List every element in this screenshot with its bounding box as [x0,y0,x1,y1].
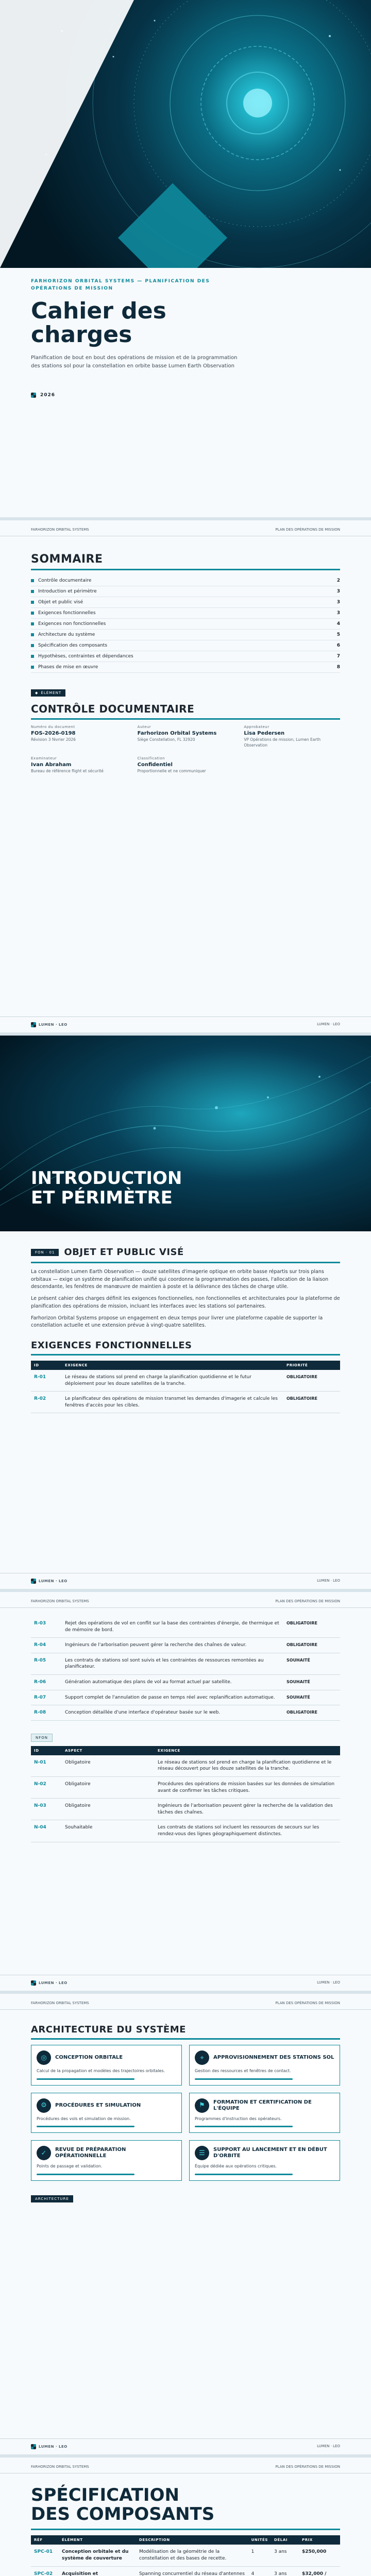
comp-price: $250,000 [299,2545,340,2566]
toc-bullet-icon [31,622,34,625]
comp-desc: Modélisation de la géométrie de la constellation et des bases de recette. [136,2545,248,2566]
toc-bullet-icon [31,590,34,593]
req-id: R-04 [31,1638,62,1653]
logo-mark-icon [31,393,36,398]
section-bar [31,1354,340,1355]
comp-units: 4 [248,2566,271,2576]
table-row [31,1776,340,1798]
architecture-page [0,1994,371,2458]
toc-item-page: 6 [336,643,340,648]
toc-bullet-icon [31,655,34,658]
doc-field-value: Ivan Abraham [31,762,72,768]
requirements-page [0,1592,371,1994]
comp-item: Conception orbitale et du système de couverture [59,2545,136,2566]
feature-icon: ◎ [37,2050,51,2065]
doc-field-sub: Révision 3 février 2026 [31,737,76,742]
func-req-title: EXIGENCES FONCTIONNELLES [31,1340,192,1351]
req-text: Le réseau de stations sol prend en charge la planification quotidienne et le futur déploiement pour les douze satellites de la tranche. [62,1370,283,1392]
req-id: R-05 [31,1653,62,1674]
nf-aspect: Obligatoire [62,1776,155,1798]
req-id: R-07 [31,1690,62,1705]
toc-item-label: Exigences non fonctionnelles [38,621,106,626]
req-text: Les contrats de stations sol sont suivis et les contraintes de ressources remontées au planificateur. [62,1653,283,1674]
cover-title: Cahier des charges [31,298,166,348]
cover-page [0,0,371,520]
req-priority: OBLIGATOIRE [283,1616,340,1638]
comp-delay: 3 ans [271,2566,299,2576]
toc-bullet-icon [31,612,34,615]
doc-field-sub: Proportionnelle et ne communiquer [137,769,206,773]
cover-badge: 2026 [40,393,56,398]
feature-title: CONCEPTION ORBITALE [55,2055,123,2060]
req-id: R-01 [31,1370,62,1392]
doc-field-value: Confidentiel [137,762,173,768]
doc-field-label: Approbateur [244,725,269,729]
components-page [0,2458,371,2576]
purpose-title: OBJET ET PUBLIC VISÉ [64,1247,184,1258]
doc-field-sub: Siège Constellation, FL 32920 [137,737,195,742]
feature-card [189,2093,340,2133]
doc-field-sub: Bureau de référence flight et sécurité [31,769,104,773]
toc-item-page: 2 [336,578,340,583]
comp-item: Acquisition et [59,2566,136,2576]
toc-item-page: 3 [336,589,340,594]
doc-control-title: CONTRÔLE DOCUMENTAIRE [31,703,195,715]
func-req-table: ID EXIGENCE PRIORITÉ R-01 Le réseau de stations sol prend en charge la planification quotidienne et le futur déploiement pour les douze satellites de la tranche. OBLIGATOIRE R-02 Le planificateur des opérations de mission transmet les demandes d'imagerie et calcule les fenêtres d'accès pour les cibles. OBLIGATOIRE [31,1361,340,1413]
nonfunc-chip: NFON [31,1734,53,1742]
arch-title: ARCHITECTURE DU SYSTÈME [31,2024,186,2035]
func-req-table-cont [31,1616,340,1721]
toc-list [31,575,340,673]
logo-mark-icon [31,1579,36,1584]
running-footer: LUMEN · LEO LUMEN · LEO [0,1016,371,1032]
section-bar [31,569,340,570]
req-text: Ingénieurs de l'arborisation peuvent gérer la recherche des chaînes de valeur. [62,1638,283,1653]
req-priority: SOUHAITÉ [283,1653,340,1674]
comp-ref: SPC-02 [31,2566,59,2576]
doc-field-label: Auteur [137,725,151,729]
feature-title: REVUE DE PRÉPARATION OPÉRATIONNELLE [55,2147,126,2159]
feature-icon: ✓ [37,2146,51,2160]
components-title: SPÉCIFICATION DES COMPOSANTS [31,2485,215,2524]
arch-chip: ARCHITECTURE [31,2195,73,2202]
toc-bullet-icon [31,633,34,636]
intro-page [0,1036,371,1592]
doc-field-label: Numéro du document [31,725,75,729]
nf-aspect: Obligatoire [62,1799,155,1820]
toc-item[interactable] [31,575,340,586]
toc-bullet-icon [31,644,34,647]
toc-item-page: 7 [336,654,340,659]
doc-field-label: Classification [137,756,165,760]
toc-item-label: Contrôle documentaire [38,578,92,583]
doc-field [138,725,234,748]
req-id: R-06 [31,1674,62,1690]
toc-item[interactable] [31,619,340,630]
req-priority: SOUHAITÉ [283,1674,340,1690]
nf-text: Les contrats de stations sol incluent les ressources de secours sur les rendez-vous des lignes géographiquement distinctes. [155,1820,340,1842]
req-priority: OBLIGATOIRE [283,1705,340,1721]
nf-id: N-02 [31,1776,62,1798]
feature-icon: ☰ [195,2146,209,2160]
logo-mark-icon [31,1980,36,1986]
toc-item-page: 8 [336,665,340,670]
nf-id: N-03 [31,1799,62,1820]
req-priority: SOUHAITÉ [283,1690,340,1705]
comp-units: 1 [248,2545,271,2566]
nf-text: Le réseau de stations sol prend en charge la planification quotidienne et le réseau découvert pour les douze satellites de la tranche. [155,1755,340,1777]
req-priority: OBLIGATOIRE [283,1392,340,1413]
table-row [31,2545,340,2566]
table-row [31,2566,340,2576]
req-priority: OBLIGATOIRE [283,1370,340,1392]
feature-text: Calcul de la propagation et modèles des trajectoires orbitales. [37,2069,165,2073]
req-id: R-03 [31,1616,62,1638]
accent-line [37,2126,134,2127]
cover-kicker: FARHORIZON ORBITAL SYSTEMS — PLANIFICATION DES OPÉRATIONS DE MISSION [31,279,210,291]
table-row [31,1705,340,1721]
toc-item[interactable] [31,608,340,619]
toc-item-page: 3 [336,600,340,605]
doc-control-chip: ◆ ÉLÉMENT [31,689,65,697]
comp-desc: Spanning concurrentiel du réseau d'antennes [136,2566,248,2576]
feature-text: Programmes d'instruction des opérateurs. [195,2116,282,2121]
req-id: R-02 [31,1392,62,1413]
req-id: R-08 [31,1705,62,1721]
accent-line [195,2126,293,2127]
doc-field-value: FOS-2026-0198 [31,731,76,736]
purpose-chip: FON · 01 [31,1249,59,1256]
nf-id: N-01 [31,1755,62,1777]
table-row [31,1653,340,1674]
toc-item-page: 3 [336,611,340,616]
feature-card [189,2045,340,2086]
req-text: Rejet des opérations de vol en conflit sur la base des contraintes d'énergie, de thermique et de mémoire de bord. [62,1616,283,1638]
feature-card [189,2140,340,2181]
toc-item[interactable] [31,651,340,662]
feature-title: FORMATION ET CERTIFICATION DE L'ÉQUIPE [213,2099,312,2111]
doc-field-label: Examinateur [31,756,57,760]
req-text: Le planificateur des opérations de mission transmet les demandes d'imagerie et calcule les fenêtres d'accès pour les cibles. [62,1392,283,1413]
running-header: FARHORIZON ORBITAL SYSTEMS PLAN DES OPÉRATIONS DE MISSION [0,520,371,536]
accent-line [195,2174,293,2175]
section-bar [31,2529,340,2530]
toc-item[interactable] [31,640,340,651]
section-bar [31,2038,340,2040]
toc-item-label: Phases de mise en œuvre [38,665,98,670]
table-row [31,1392,340,1413]
toc-item[interactable] [31,662,340,673]
logo-mark-icon [31,1022,36,1027]
doc-field-value: Farhorizon Orbital Systems [137,731,217,736]
nf-aspect: Obligatoire [62,1755,155,1777]
toc-item-label: Hypothèses, contraintes et dépendances [38,654,133,659]
table-row [31,1799,340,1820]
accent-line [195,2078,293,2080]
feature-title: APPROVISIONNEMENT DES STATIONS SOL [213,2055,334,2060]
req-text: Génération automatique des plans de vol au format actuel par satellite. [62,1674,283,1690]
feature-text: Procédures des vols et simulation de mission. [37,2116,131,2121]
feature-text: Gestion des ressources et fenêtres de contact. [195,2069,291,2073]
cover-hero-image [0,0,371,268]
doc-control-grid [31,725,340,774]
toc-item-label: Introduction et périmètre [38,589,97,594]
section-bar [31,1262,340,1263]
toc-item[interactable] [31,597,340,608]
feature-icon: ⌖ [195,2050,209,2065]
accent-line [37,2078,134,2080]
arch-card-grid [31,2045,340,2181]
intro-hero-image [0,1036,371,1231]
feature-card [31,2140,182,2181]
toc-item[interactable] [31,630,340,640]
components-table: RÉF ÉLÉMENT DESCRIPTION UNITÉS DÉLAI PRIX SPC-01 Conception orbitale et du système de couverture Modélisation de la géométrie de la constellation et des bases de recette. 1 3 ans $250,000 SPC-02 Acquisition et Spanning concurrentiel du réseau d'antennes 4 3 ans $32,000 / [31,2535,340,2576]
intro-paragraph: Le présent cahier des charges définit les exigences fonctionnelles, non fonctionnelles et architecturales pour la plateforme de planification des opérations de mission, incluant les interfaces avec les stations sol partenaires. [31,1296,340,1309]
feature-title: SUPPORT AU LANCEMENT ET EN DÉBUT D'ORBITE [213,2147,327,2159]
nf-aspect: Souhaitable [62,1820,155,1842]
toc-item-label: Spécification des composants [38,643,108,648]
toc-item-page: 4 [336,621,340,626]
toc-item-label: Architecture du système [38,632,95,637]
comp-price: $32,000 / [299,2566,340,2576]
toc-bullet-icon [31,666,34,669]
doc-field [31,725,127,748]
doc-field [31,756,127,774]
table-row [31,1690,340,1705]
doc-field-value: Lisa Pedersen [244,731,285,736]
table-row [31,1638,340,1653]
section-bar [31,718,340,720]
comp-ref: SPC-01 [31,2545,59,2566]
feature-text: Équipe dédiée aux opérations critiques. [195,2164,277,2169]
nf-text: Procédures des opérations de mission basées sur les données de simulation avant de confirmer les tâches critiques. [155,1776,340,1798]
toc-item-label: Objet et public visé [38,600,83,605]
comp-delay: 3 ans [271,2545,299,2566]
feature-icon: ⚙ [37,2098,51,2113]
running-footer: LUMEN · LEO LUMEN · LEO [0,1975,371,1991]
running-header: FARHORIZON ORBITAL SYSTEMS PLAN DES OPÉRATIONS DE MISSION [0,1592,371,1608]
accent-line [37,2174,134,2175]
toc-bullet-icon [31,601,34,604]
nf-text: Ingénieurs de l'arborisation peuvent gérer la recherche de la validation des tâches des chaînes. [155,1799,340,1820]
nonfunc-table: ID ASPECT EXIGENCE N-01 Obligatoire Le réseau de stations sol prend en charge la planification quotidienne et le réseau découvert pour les douze satellites de la tranche. N-02 Obligatoire Procédures des opérations de mission basées sur les données de simulation avant de confirmer les tâches critiques. N-03 Obligatoire Ingénieurs de l'arborisation peuvent gérer la recherche de la validation des tâches des chaînes. N-04 Souhaitable Les contrats de stations sol incluent les ressources de secours sur les rendez-vous des lignes géographiquement distinctes. [31,1746,340,1842]
cover-subtitle: Planification de bout en bout des opérations de mission et de la programmation des stations sol pour la constellation en orbite basse Lumen Earth Observation [31,355,238,369]
running-header: FARHORIZON ORBITAL SYSTEMS PLAN DES OPÉRATIONS DE MISSION [0,1994,371,2010]
intro-paragraph: La constellation Lumen Earth Observation — douze satellites d'imagerie optique en orbite basse répartis sur trois plans orbitaux — exige un système de planification unifié qui coordonne la programmation des passes, l'allocation de la liaison descendante, les fenêtres de manœuvre de maintien à poste et la délivrance des tâches de charge utile. [31,1269,329,1290]
feature-text: Points de passage et validation. [37,2164,103,2169]
table-row [31,1674,340,1690]
table-row [31,1755,340,1777]
toc-bullet-icon [31,579,34,582]
table-row [31,1820,340,1842]
toc-item-label: Exigences fonctionnelles [38,611,96,616]
intro-paragraph: Farhorizon Orbital Systems propose un engagement en deux temps pour livrer une plateforme capable de supporter la constellation actuelle et une extension prévue à vingt-quatre satellites. [31,1315,323,1329]
doc-field [138,756,234,774]
intro-hero-title: INTRODUCTION ET PÉRIMÈTRE [31,1168,182,1208]
nf-id: N-04 [31,1820,62,1842]
table-row [31,1616,340,1638]
req-text: Support complet de l'annulation de passe en temps réel avec replanification automatique. [62,1690,283,1705]
diamond-icon: ◆ [35,691,39,695]
toc-page [0,520,371,1036]
feature-title: PROCÉDURES ET SIMULATION [55,2102,141,2108]
feature-card [31,2093,182,2133]
running-header: FARHORIZON ORBITAL SYSTEMS PLAN DES OPÉRATIONS DE MISSION [0,2458,371,2473]
logo-mark-icon [31,2444,36,2449]
doc-field [244,725,340,748]
toc-title: SOMMAIRE [31,553,103,566]
table-row [31,1370,340,1392]
toc-item-page: 5 [336,632,340,637]
running-footer: LUMEN · LEO LUMEN · LEO [0,2438,371,2454]
req-text: Conception détaillée d'une interface d'opérateur basée sur le web. [62,1705,283,1721]
feature-icon: ⚑ [195,2098,209,2113]
req-priority: OBLIGATOIRE [283,1638,340,1653]
doc-field-sub: VP Opérations de mission, Lumen Earth Observation [244,737,321,748]
toc-item[interactable] [31,586,340,597]
feature-card [31,2045,182,2086]
running-footer: LUMEN · LEO LUMEN · LEO [0,1573,371,1589]
